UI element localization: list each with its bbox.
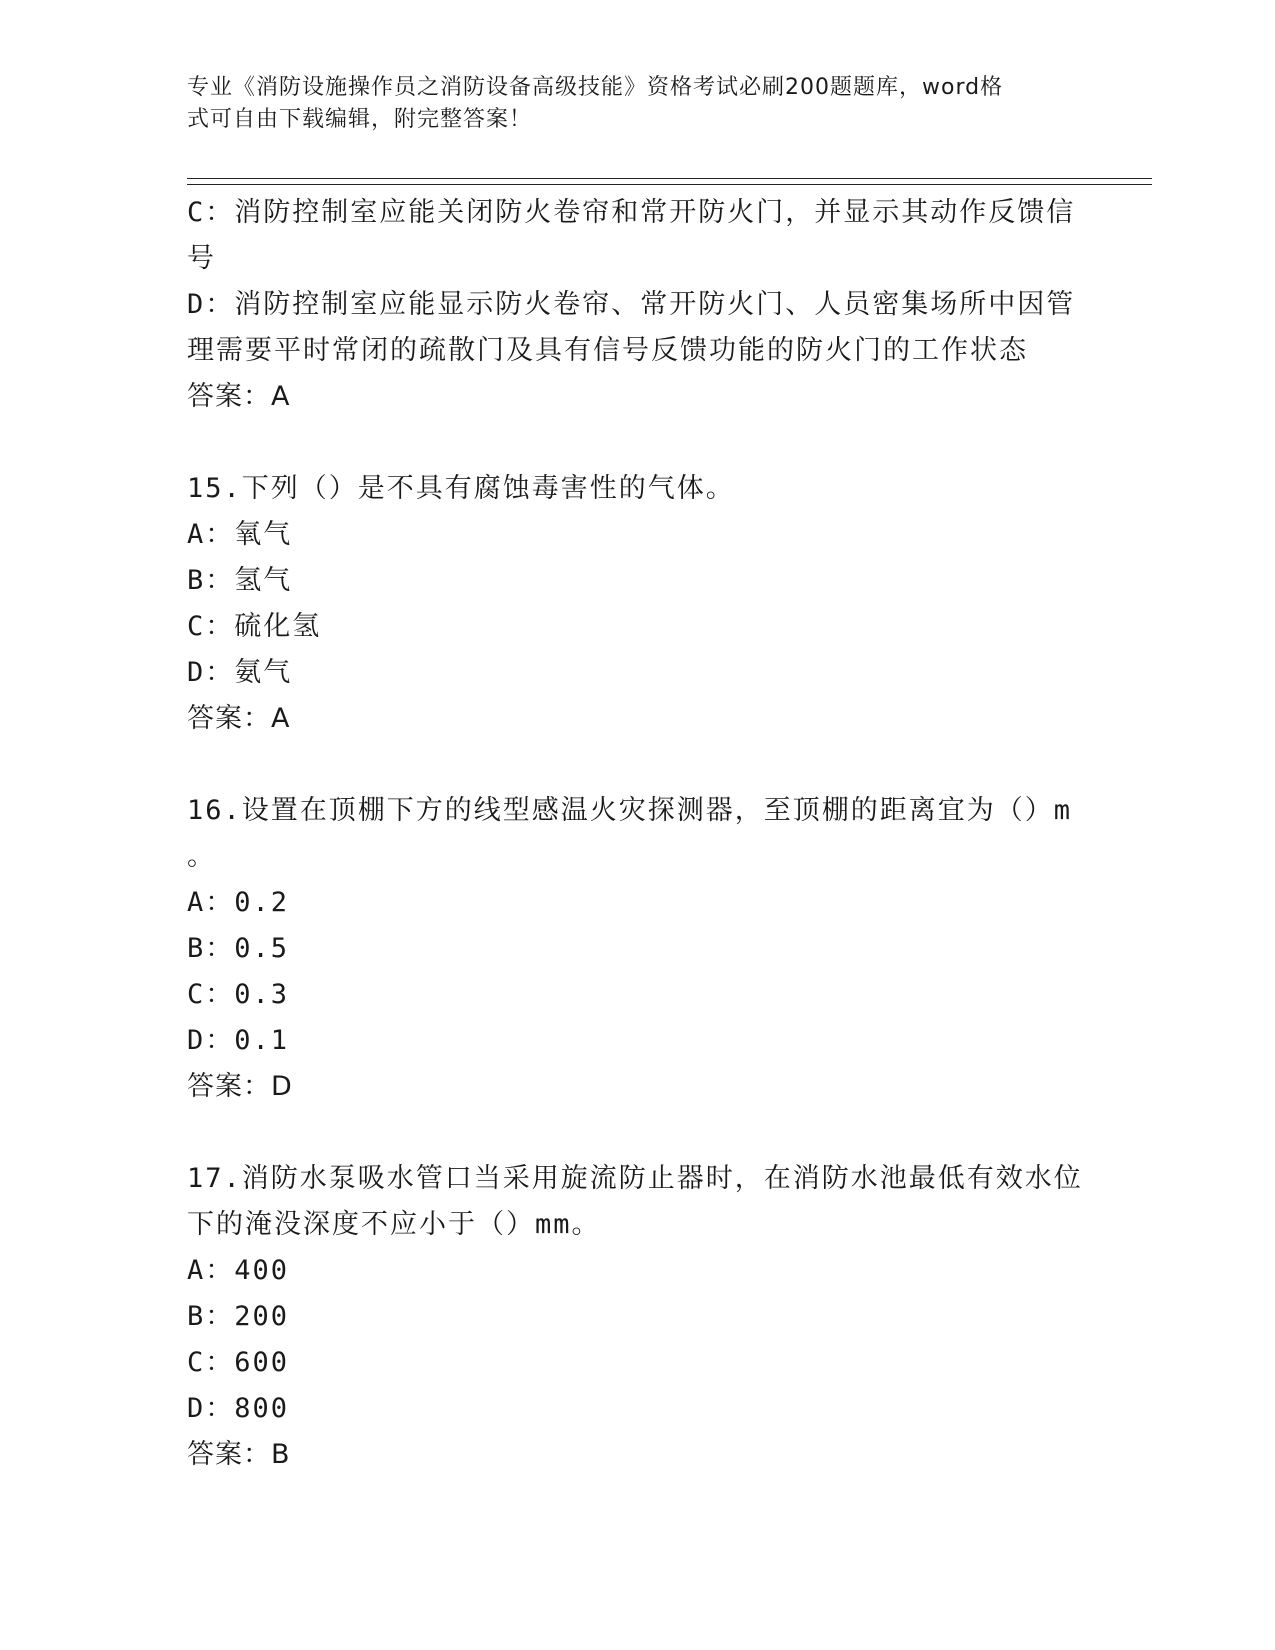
- answer: 答案：D: [187, 1071, 293, 1102]
- prev-option-d-line2: 理需要平时常闭的疏散门及具有信号反馈功能的防火门的工作状态: [187, 335, 1028, 366]
- option-b: B：200: [187, 1301, 290, 1332]
- question-17: [187, 1156, 1087, 1478]
- option-c: C：硫化氢: [187, 611, 322, 642]
- question-15: [187, 466, 1087, 742]
- option-d: D：800: [187, 1393, 290, 1424]
- header-line-1: 专业《消防设施操作员之消防设备高级技能》资格考试必刷200题题库，word格: [187, 75, 1004, 100]
- option-b: B：0.5: [187, 933, 290, 964]
- option-a: A：氧气: [187, 519, 293, 550]
- option-c: C：0.3: [187, 979, 290, 1010]
- option-d: D：氨气: [187, 657, 293, 688]
- prev-option-c-line2: 号: [187, 243, 216, 274]
- spacer: [187, 742, 1087, 788]
- prev-question-block: [187, 190, 1087, 420]
- question-stem-line1: 17.消防水泵吸水管口当采用旋流防止器时，在消防水池最低有效水位: [187, 1163, 1083, 1194]
- option-b: B：氢气: [187, 565, 293, 596]
- header-line-2: 式可自由下载编辑，附完整答案！: [187, 107, 533, 132]
- question-stem-line2: 。: [187, 841, 216, 872]
- answer: 答案：B: [187, 1439, 291, 1470]
- option-c: C：600: [187, 1347, 290, 1378]
- question-body: [187, 190, 1087, 1478]
- question-stem: 15.下列（）是不具有腐蚀毒害性的气体。: [187, 473, 735, 504]
- document-header: [187, 72, 1067, 136]
- question-stem-line1: 16.设置在顶棚下方的线型感温火灾探测器，至顶棚的距离宜为（）m: [187, 795, 1073, 826]
- header-divider-bottom: [187, 184, 1152, 185]
- question-stem-line2: 下的淹没深度不应小于（）mm。: [187, 1209, 601, 1240]
- option-d: D：0.1: [187, 1025, 290, 1056]
- header-divider-top: [187, 178, 1152, 179]
- option-a: A：400: [187, 1255, 290, 1286]
- spacer: [187, 420, 1087, 466]
- question-16: [187, 788, 1087, 1110]
- prev-answer: 答案：A: [187, 381, 291, 412]
- spacer: [187, 1110, 1087, 1156]
- prev-option-c-line1: C：消防控制室应能关闭防火卷帘和常开防火门，并显示其动作反馈信: [187, 197, 1076, 228]
- prev-option-d-line1: D：消防控制室应能显示防火卷帘、常开防火门、人员密集场所中因管: [187, 289, 1076, 320]
- answer: 答案：A: [187, 703, 291, 734]
- option-a: A：0.2: [187, 887, 290, 918]
